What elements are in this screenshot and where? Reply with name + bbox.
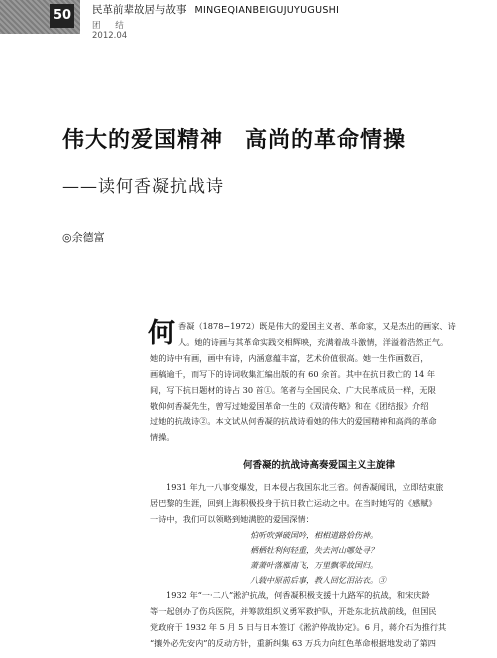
section-heading: 何香凝的抗战诗高奏爱国主义主旋律 <box>242 460 395 472</box>
title-part-1: 伟大的爱国精神 <box>62 127 224 153</box>
article-author: ◎余德富 <box>62 231 105 244</box>
poem-line: 怕听吹弹破国吟，相相道路恰伤神。 <box>250 530 378 540</box>
intro-paragraph <box>150 319 488 446</box>
article-body <box>150 319 488 652</box>
body-line: 情操。 <box>150 432 175 443</box>
poem-line: 栖栖牡利何轻重，失去河山哪处寻？ <box>250 545 378 555</box>
body-line: 过她的抗战诗②。本文试从何香凝的抗战诗看她的伟大的爱国精神和高尚的革命 <box>150 416 437 427</box>
page-header <box>0 0 497 40</box>
issue-number: 2012.04 <box>92 31 128 41</box>
article-subtitle: ——读何香凝抗战诗 <box>62 177 224 197</box>
section-paragraph <box>150 480 488 528</box>
title-part-2: 高尚的革命情操 <box>245 127 407 153</box>
column-title: 民革前辈故居与故事 <box>92 4 187 16</box>
body-line: 1931 年九一八事变爆发，日本侵占我国东北三省。何香凝闻讯，立即结束旅 <box>166 482 444 493</box>
body-line: 党政府于 1932 年 5 月 5 日与日本签订《淞沪停战协定》。6 月，蒋介石为推行其 <box>150 621 447 632</box>
body-line: 一诗中，我们可以领略到她满腔的爱国深情： <box>150 513 314 524</box>
article-title <box>62 123 406 154</box>
body-line: 她的诗中有画，画中有诗，内涵意蕴丰富，艺术价值很高。她一生作画数百， <box>150 352 429 363</box>
poem-block <box>150 528 488 588</box>
body-line: 香凝（1878−1972）既是伟大的爱国主义者、革命家，又是杰出的画家、诗 <box>178 321 456 331</box>
body-line: 间，写下抗日题材的诗占 30 首①。笔者与全国民众、广大民革成员一样，无限 <box>150 384 436 395</box>
drop-cap: 何 <box>148 318 175 349</box>
body-line: 1932 年“一·二八”淞沪抗战，何香凝积极支援十九路军的抗战，和宋庆龄 <box>166 589 430 600</box>
body-line: 居巴黎的生涯，回到上海积极投身于抗日救亡运动之中。在当时她写的《感赋》 <box>150 498 437 509</box>
body-line: “攘外必先安内”的反动方针，重新纠集 63 万兵力向红色革命根据地发动了第四 <box>150 637 436 648</box>
column-title-row <box>92 2 339 17</box>
header-text <box>92 2 339 41</box>
column-title-en: MINGEQIANBEIGUJUYUGUSHI <box>194 5 340 16</box>
magazine-name: 团 结 <box>92 21 130 31</box>
body-line: 敬仰何香凝先生，曾写过她爱国革命一生的《双清传略》和在《团结报》介绍 <box>150 400 429 411</box>
poem-line: 萧萧叶落雁南飞，万里飘零故国归。 <box>250 560 378 570</box>
page-number-badge: 50 <box>50 4 74 28</box>
poem-line: 八载中原前后事，教人回忆泪沾衣。③ <box>250 575 386 585</box>
body-line: 画稿逾千，而写下的诗词收集汇编出版的有 60 余首。其中在抗日救亡的 14 年 <box>150 368 436 379</box>
body-line: 人。她的诗画与其革命实践交相辉映，充满着战斗激情，洋溢着浩然正气。 <box>178 336 449 347</box>
closing-paragraph <box>150 588 488 652</box>
body-line: 等一起创办了伤兵医院，并筹款组织义勇军救护队，开赴东北抗战前线，但国民 <box>150 605 437 616</box>
